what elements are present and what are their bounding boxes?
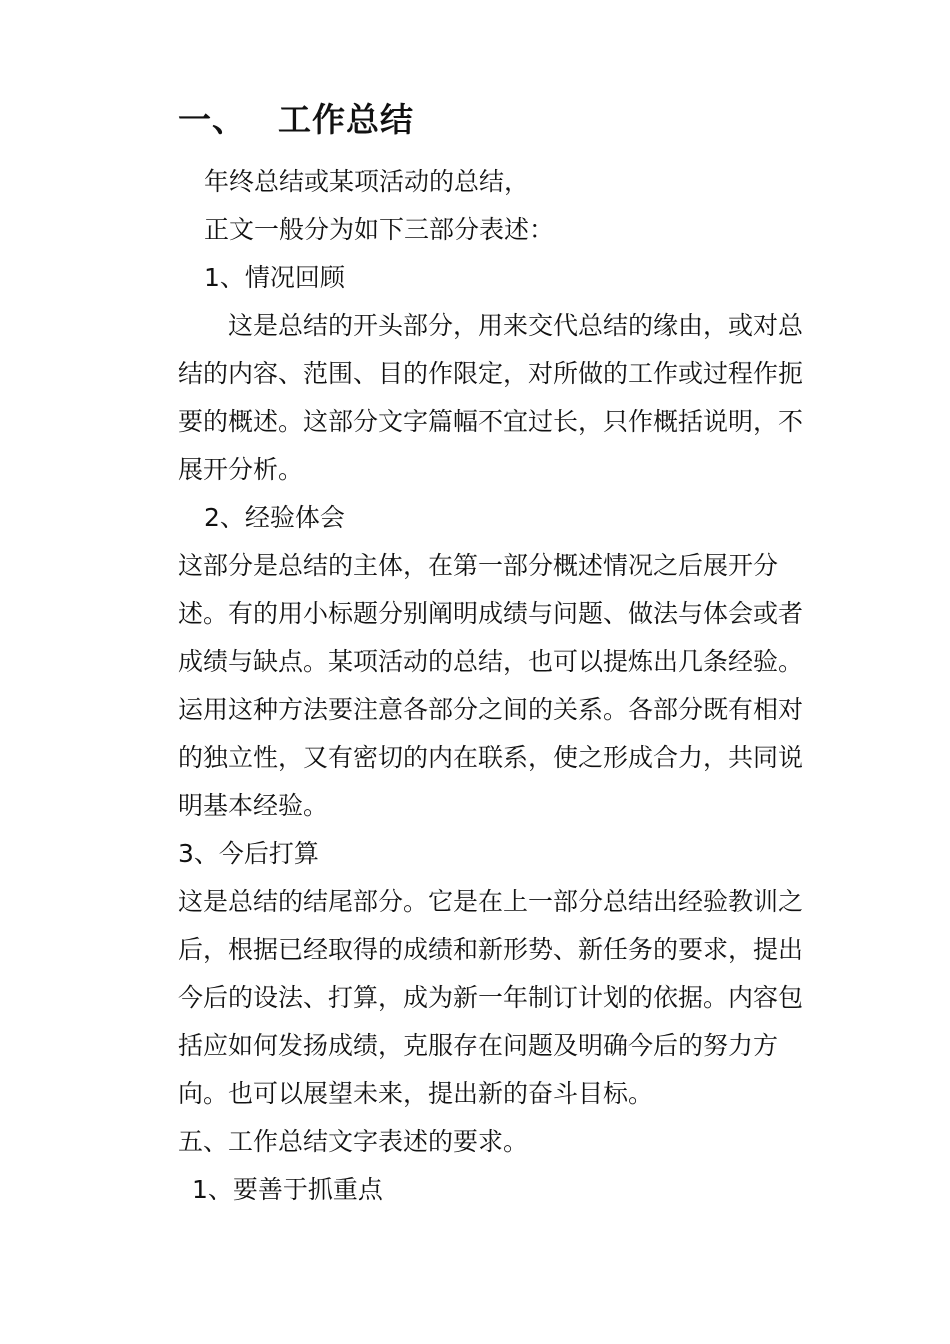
intro-line: 年终总结或某项活动的总结， [204,167,530,196]
requirement-item: 1、要善于抓重点 [192,1175,383,1204]
section-number: 一、 [178,100,246,139]
subheading-experience: 2、经验体会 [204,503,345,532]
paragraph-review: 这是总结的开头部分，用来交代总结的缘由，或对总结的内容、范围、目的作限定，对所做的工作或过程作扼要的概述。这部分文字篇幅不宜过长，只作概括说明，不展开分析。 [178,311,804,484]
intro-line: 正文一般分为如下三部分表述： [204,215,555,244]
subheading-plans: 3、今后打算 [178,839,319,868]
paragraph-experience: 这部分是总结的主体，在第一部分概述情况之后展开分述。有的用小标题分别阐明成绩与问题、做法与体会或者成绩与缺点。某项活动的总结，也可以提炼出几条经验。运用这种方法要注意各部分之间的关系。各部分既有相对的独立性，又有密切的内在联系，使之形成合力，共同说明基本经验。 [178,551,804,820]
section-title: 工作总结 [278,100,414,139]
paragraph-plans: 这是总结的结尾部分。它是在上一部分总结出经验教训之后，根据已经取得的成绩和新形势、新任务的要求，提出今后的设法、打算，成为新一年制订计划的依据。内容包括应如何发扬成绩，克服存在问题及明确今后的努力方向。也可以展望未来，提出新的奋斗目标。 [178,887,804,1108]
body-text [178,158,818,1214]
section-heading [178,96,414,144]
section-requirements-heading: 五、工作总结文字表述的要求。 [178,1127,529,1156]
subheading-review: 1、情况回顾 [204,263,345,292]
